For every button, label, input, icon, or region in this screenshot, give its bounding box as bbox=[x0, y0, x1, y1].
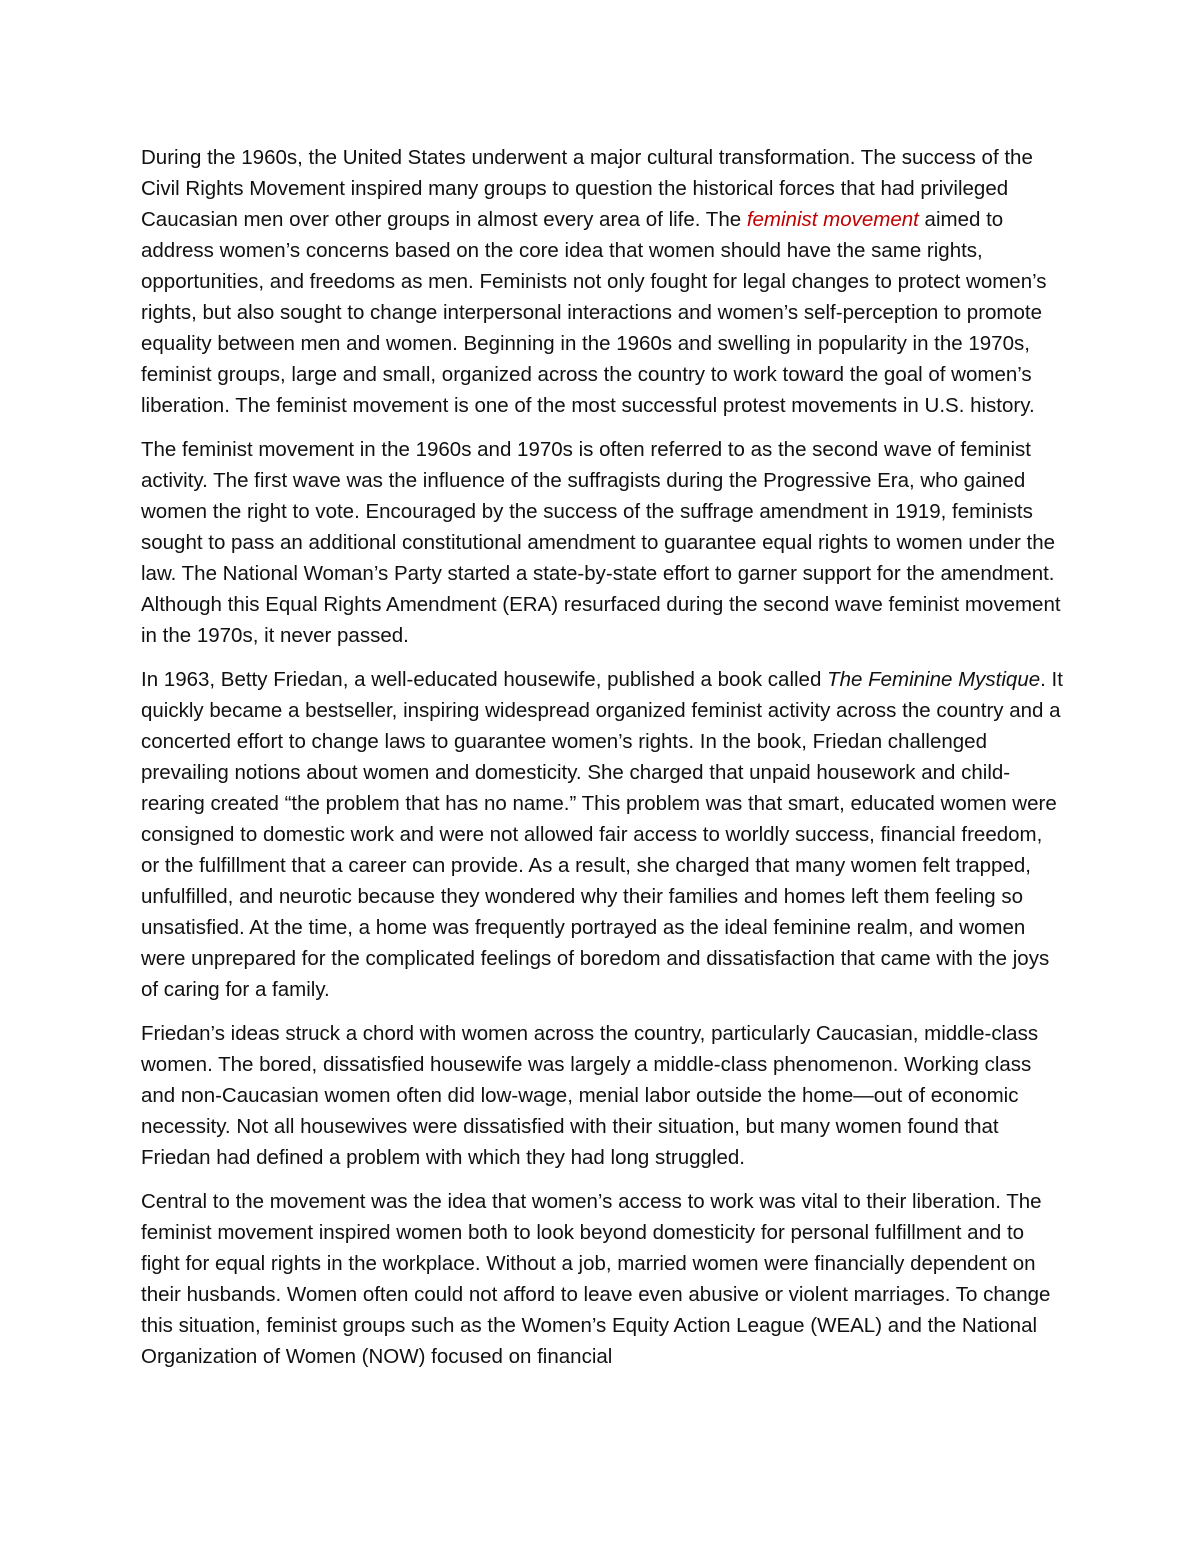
book-title: The Feminine Mystique bbox=[827, 668, 1041, 691]
paragraph-1-text-a: During the 1960s, the United States underwent a major cultural transformation. The success of the Civil Rights Movement inspired many groups to question the historical forces that had privileged Caucasian men over other groups in almost every area of life. The bbox=[141, 146, 1033, 231]
paragraph-3-text-b: . It quickly became a bestseller, inspiring widespread organized feminist activity across the country and a concerted effort to change laws to guarantee women’s rights. In the book, Friedan challenged prevailing notions about women and domesticity. She charged that unpaid housework and child-rearing created “the problem that has no name.” This problem was that smart, educated women were consigned to domestic work and were not allowed fair access to worldly success, financial freedom, or the fulfillment that a career can provide. As a result, she charged that many women felt trapped, unfulfilled, and neurotic because they wondered why their families and homes left them feeling so unsatisfied. At the time, a home was frequently portrayed as the ideal feminine realm, and women were unprepared for the complicated feelings of boredom and dissatisfaction that came with the joys of caring for a family. bbox=[141, 668, 1063, 1001]
feminist-movement-term: feminist movement bbox=[746, 208, 919, 231]
paragraph-1-text-b: aimed to address women’s concerns based on the core idea that women should have the same rights, opportunities, and freedoms as men. Feminists not only fought for legal changes to protect women’s rights, but also sought to change interpersonal interactions and women’s self-perception to promote equality between men and women. Beginning in the 1960s and swelling in popularity in the 1970s, feminist groups, large and small, organized across the country to work toward the goal of women’s liberation. The feminist movement is one of the most successful protest movements in U.S. history. bbox=[141, 208, 1047, 417]
paragraph-1 bbox=[141, 142, 1066, 421]
paragraph-3-text-a: In 1963, Betty Friedan, a well-educated housewife, published a book called bbox=[141, 668, 828, 691]
paragraph-4: Friedan’s ideas struck a chord with women across the country, particularly Caucasian, middle-class women. The bored, dissatisfied housewife was largely a middle-class phenomenon. Working class and non-Caucasian women often did low-wage, menial labor outside the home—out of economic necessity. Not all housewives were dissatisfied with their situation, but many women found that Friedan had defined a problem with which they had long struggled. bbox=[141, 1022, 1039, 1169]
document-body bbox=[141, 142, 1066, 1385]
paragraph-2: The feminist movement in the 1960s and 1970s is often referred to as the second wave of feminist activity. The first wave was the influence of the suffragists during the Progressive Era, who gained women the right to vote. Encouraged by the success of the suffrage amendment in 1919, feminists sought to pass an additional constitutional amendment to guarantee equal rights to women under the law. The National Woman’s Party started a state-by-state effort to garner support for the amendment. Although this Equal Rights Amendment (ERA) resurfaced during the second wave feminist movement in the 1970s, it never passed. bbox=[141, 438, 1061, 647]
paragraph-5: Central to the movement was the idea that women’s access to work was vital to their liberation. The feminist movement inspired women both to look beyond domesticity for personal fulfillment and to fight for equal rights in the workplace. Without a job, married women were financially dependent on their husbands. Women often could not afford to leave even abusive or violent marriages. To change this situation, feminist groups such as the Women’s Equity Action League (WEAL) and the National Organization of Women (NOW) focused on financial bbox=[141, 1190, 1051, 1368]
paragraph-3 bbox=[141, 664, 1066, 1005]
